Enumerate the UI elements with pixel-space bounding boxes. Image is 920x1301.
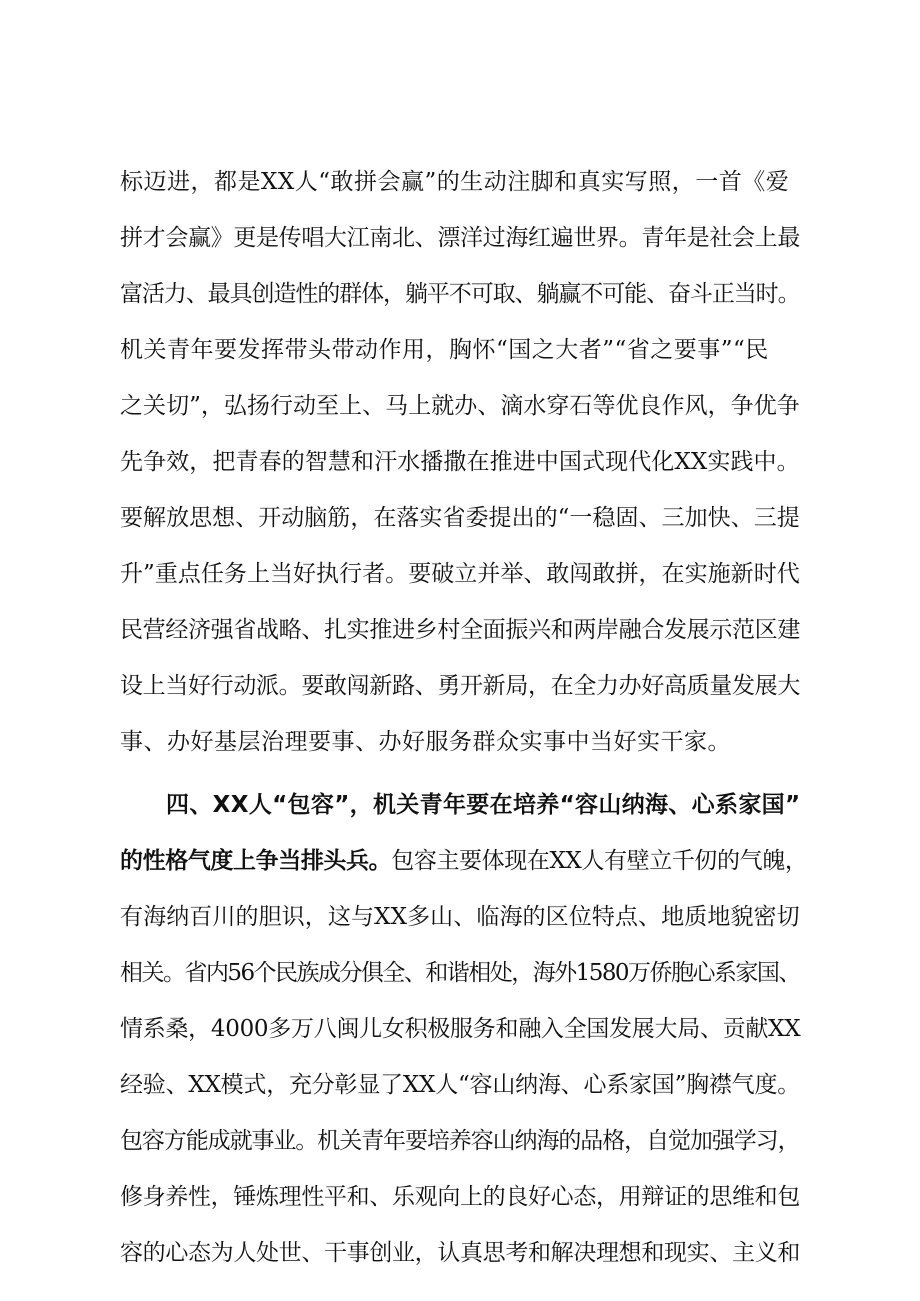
- section-heading-tail: 的性格气度上争当排头兵。: [120, 848, 392, 874]
- body-line-19: 容的心态为人处世、干事创业，认真思考和解决理想和现实、主义和: [120, 1240, 801, 1266]
- body-line-5: 之关切”，弘扬行动至上、马上就办、滴水穿石等优良作风，争优争: [120, 393, 800, 419]
- body-line-12-text: 包容主要体现在XX人有壁立千仞的气魄，: [391, 848, 808, 874]
- body-line-8: 升”重点任务上当好执行者。要破立并举、敢闯敢拼，在实施新时代: [120, 561, 800, 587]
- body-line-14: 相关。省内56个民族成分俱全、和谐相处，海外1580万侨胞心系家国、: [120, 960, 800, 986]
- section-heading-line-1: 四、XX人“包容”，机关青年要在培养“容山纳海、心系家国”: [166, 792, 801, 818]
- body-line-13: 有海纳百川的胆识，这与XX多山、临海的区位特点、地质地貌密切: [120, 904, 800, 930]
- body-line-2: 拼才会赢》更是传唱大江南北、漂洋过海红遍世界。青年是社会上最: [120, 225, 801, 251]
- body-line-3: 富活力、最具创造性的群体，躺平不可取、躺赢不可能、奋斗正当时。: [120, 281, 800, 307]
- body-line-7: 要解放思想、开动脑筋，在落实省委提出的“一稳固、三加快、三提: [120, 505, 800, 531]
- body-line-4: 机关青年要发挥带头带动作用，胸怀“国之大者”“省之要事”“民: [120, 337, 769, 363]
- body-line-1: 标迈进，都是XX人“敢拼会赢”的生动注脚和真实写照，一首《爱: [120, 169, 790, 195]
- body-line-17: 包容方能成就事业。机关青年要培养容山纳海的品格，自觉加强学习，: [120, 1128, 800, 1154]
- body-line-18: 修身养性，锤炼理性平和、乐观向上的良好心态，用辩证的思维和包: [120, 1184, 801, 1210]
- body-line-16: 经验、XX模式，充分彰显了XX人“容山纳海、心系家国”胸襟气度。: [120, 1072, 801, 1098]
- body-line-15: 情系桑，4000多万八闽儿女积极服务和融入全国发展大局、贡献XX: [120, 1016, 801, 1042]
- body-line-6: 先争效，把青春的智慧和汗水播撒在推进中国式现代化XX实践中。: [120, 449, 800, 475]
- body-line-10: 设上当好行动派。要敢闯新路、勇开新局，在全力办好高质量发展大: [120, 673, 801, 699]
- section-heading-line-2: [120, 839, 807, 883]
- body-line-11: 事、办好基层治理要事、办好服务群众实事中当好实干家。: [120, 729, 731, 755]
- body-line-9: 民营经济强省战略、扎实推进乡村全面振兴和两岸融合发展示范区建: [120, 617, 801, 643]
